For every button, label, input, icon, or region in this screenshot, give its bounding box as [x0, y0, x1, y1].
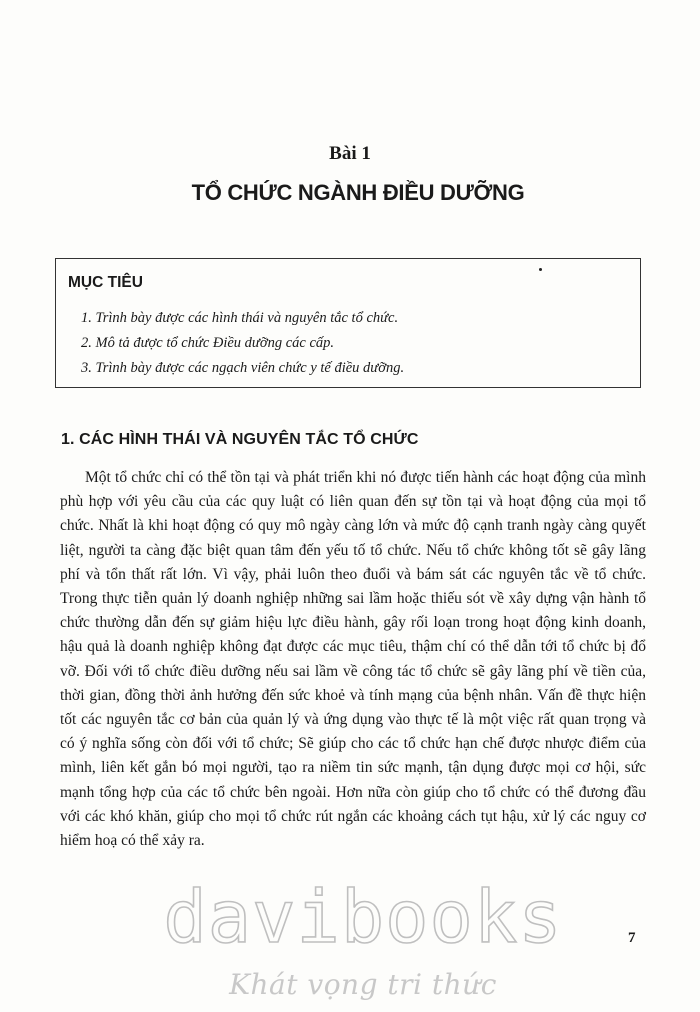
- objectives-list: [81, 309, 404, 384]
- objectives-heading: MỤC TIÊU: [68, 274, 143, 291]
- objectives-box: [55, 258, 641, 388]
- lesson-title: TỔ CHỨC NGÀNH ĐIỀU DƯỠNG: [191, 180, 525, 205]
- objective-item: 2. Mô tả được tổ chức Điều dưỡng các cấp.: [81, 335, 335, 351]
- objective-item: 3. Trình bày được các ngạch viên chức y tế điều dưỡng.: [81, 360, 405, 376]
- watermark-tagline: Khát vọng tri thức: [229, 968, 497, 1001]
- watermark-logo: davibooks: [163, 875, 563, 959]
- objective-item: 1. Trình bày được các hình thái và nguyên tắc tổ chức.: [81, 310, 399, 326]
- page-number: 7: [628, 930, 636, 946]
- speck-mark: [539, 268, 542, 271]
- section-heading: 1. CÁC HÌNH THÁI VÀ NGUYÊN TẮC TỔ CHỨC: [61, 431, 419, 448]
- lesson-number: Bài 1: [329, 143, 371, 164]
- body-paragraph: Một tổ chức chỉ có thể tồn tại và phát triển khi nó được tiến hành các hoạt động của mình phù hợp với yêu cầu của các quy luật có liên quan đến sự tồn tại và hoạt động của mọi tổ chức. Nhất là khi hoạt động có quy mô ngày càng lớn và mức độ cạnh tranh ngày càng quyết liệt, người ta càng đặc biệt quan tâm đến yếu tố tổ chức. Nếu tổ chức không tốt sẽ gây lãng phí và tổn thất rất lớn. Vì vậy, phải luôn theo đuổi và bám sát các nguyên tắc về tổ chức. Trong thực tiễn quản lý doanh nghiệp những sai lầm hoặc thiếu sót về xây dựng vận hành tổ chức thường dẫn đến sự giảm hiệu lực điều hành, gây rối loạn trong hoạt động kinh doanh, hậu quả là doanh nghiệp không đạt được các mục tiêu, thậm chí có thể dẫn tới tổ chức bị đổ vỡ. Đối với tổ chức điều dưỡng nếu sai lầm về công tác tổ chức sẽ gây lãng phí về tiền của, thời gian, đồng thời ảnh hưởng đến sức khoẻ và tính mạng của bệnh nhân. Vấn đề thực hiện tốt các nguyên tắc cơ bản của quản lý và ứng dụng vào thực tế là một việc rất quan trọng và có ý nghĩa sống còn đối với tổ chức; Sẽ giúp cho các tổ chức hạn chế được nhược điểm của mình, liên kết gắn bó mọi người, tạo ra niềm tin sức mạnh, tận dụng được mọi cơ hội, sức mạnh tổng hợp của các tổ chức bên ngoài. Hơn nữa còn giúp cho tổ chức có thể đương đầu với các khó khăn, giúp cho mọi tổ chức rút ngắn các khoảng cách tụt hậu, xử lý các nguy cơ hiểm hoạ có thể xảy ra.: [60, 469, 646, 850]
